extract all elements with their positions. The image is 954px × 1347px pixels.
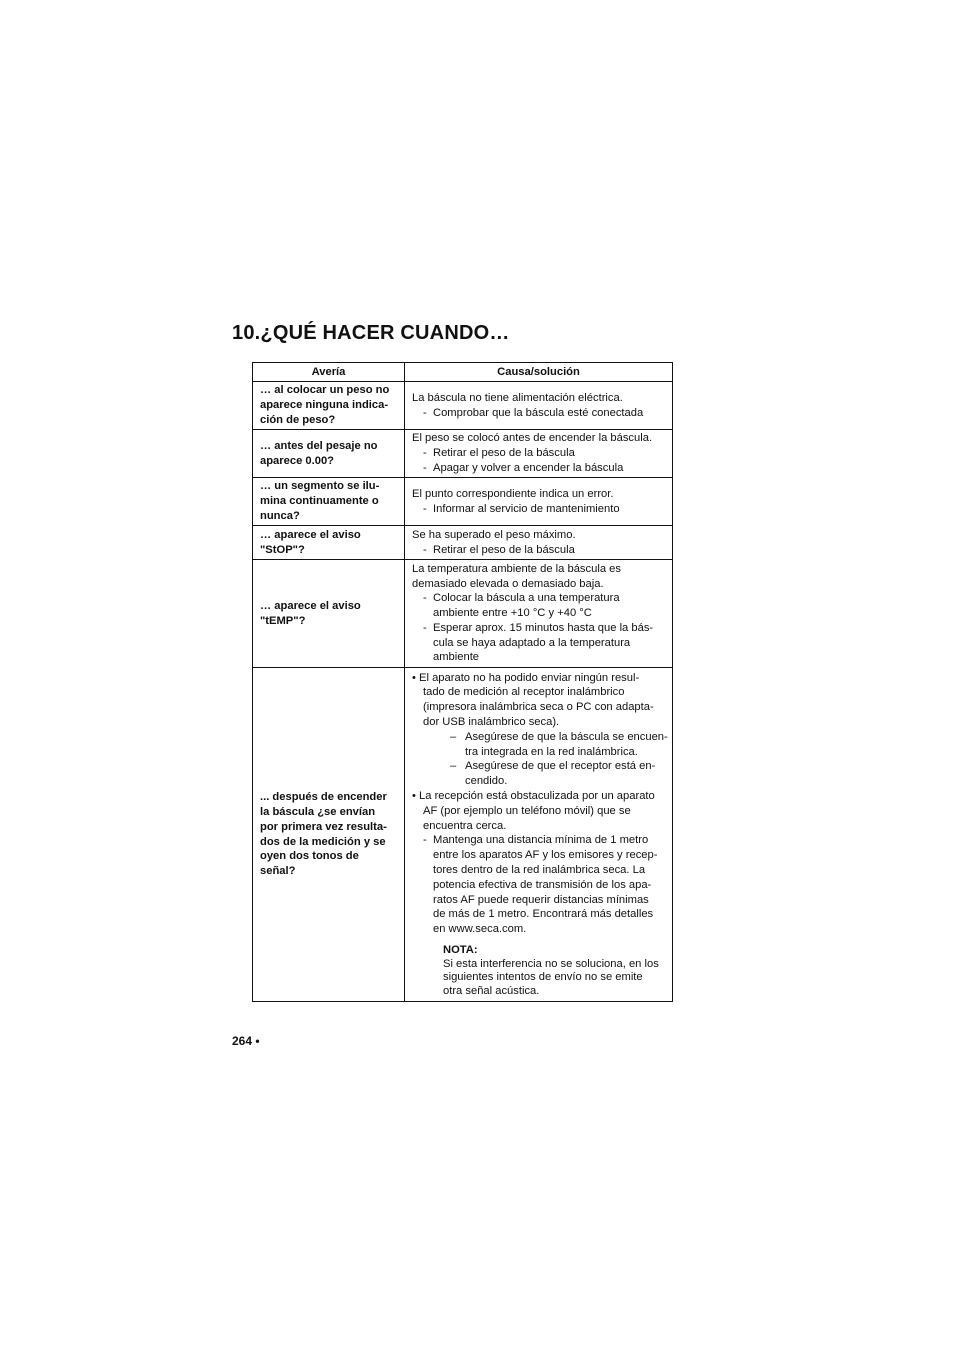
problem-line: por primera vez resulta- <box>260 820 387 833</box>
solution-step-continued <box>412 863 670 878</box>
problem-line: nunca? <box>260 509 300 522</box>
bullet-item-continued <box>412 819 670 834</box>
dash-marker: - <box>423 406 427 419</box>
problem-line: aparece ninguna indica- <box>260 399 389 412</box>
bullet-item <box>412 789 670 804</box>
note-line: otra señal acústica. <box>443 984 540 997</box>
problem-cell <box>253 560 405 668</box>
step-text: Retirar el peso de la báscula <box>433 447 575 460</box>
column-header-causa-solucion: Causa/solución <box>405 363 673 382</box>
problem-line: ción de peso? <box>260 413 336 426</box>
sub-step-continued <box>412 774 670 789</box>
problem-line: aparece 0.00? <box>260 454 335 467</box>
column-header-averia: Avería <box>253 363 405 382</box>
solution-step-continued <box>412 878 670 893</box>
problem-line: … aparece el aviso <box>260 599 361 612</box>
step-text: potencia efectiva de transmisión de los apa- <box>433 878 652 891</box>
dash-marker: - <box>423 834 427 847</box>
cause-text: El punto correspondiente indica un error. <box>412 487 614 500</box>
cause-text: La báscula no tiene alimentación eléctrica. <box>412 391 623 404</box>
table-row <box>253 560 673 668</box>
sub-step-text: tra integrada en la red inalámbrica. <box>465 745 638 758</box>
step-text: Apagar y volver a encender la báscula <box>433 461 624 474</box>
sub-step-text: Asegúrese de que el receptor está en- <box>465 760 656 773</box>
step-text: Colocar la báscula a una temperatura <box>433 592 620 605</box>
bullet-marker: • <box>412 671 420 684</box>
bullet-text: (impresora inalámbrica seca o PC con adapta- <box>423 701 654 714</box>
problem-cell <box>253 478 405 526</box>
cause-line <box>412 391 670 406</box>
dash-marker: - <box>423 461 427 474</box>
step-text: entre los aparatos AF y los emisores y recep- <box>433 849 658 862</box>
dash-marker: - <box>423 447 427 460</box>
table-header-row <box>253 363 673 382</box>
problem-line: ... después de encender <box>260 791 387 804</box>
problem-line: … antes del pesaje no <box>260 439 378 452</box>
solution-step-continued <box>412 848 670 863</box>
cause-text: La temperatura ambiente de la báscula es <box>412 562 621 575</box>
bullet-text: AF (por ejemplo un teléfono móvil) que se <box>423 804 631 817</box>
problem-line: oyen dos tonos de <box>260 850 359 863</box>
cause-text: Se ha superado el peso máximo. <box>412 528 576 541</box>
cause-line <box>412 562 670 577</box>
note-text <box>412 958 670 972</box>
page-number: 264 • <box>232 1034 260 1048</box>
bullet-text: dor USB inalámbrico seca). <box>423 716 560 729</box>
step-text: Mantenga una distancia mínima de 1 metro <box>433 834 649 847</box>
sub-step-text: cendido. <box>465 775 508 788</box>
solution-step <box>412 591 670 606</box>
problem-line: "tEMP"? <box>260 614 306 627</box>
bullet-marker: • <box>412 790 420 803</box>
step-text: Informar al servicio de mantenimiento <box>433 502 620 515</box>
solution-step-continued <box>412 893 670 908</box>
step-text: de más de 1 metro. Encontrará más detalles <box>433 908 654 921</box>
note-text <box>412 985 670 999</box>
solution-step-continued <box>412 907 670 922</box>
solution-cell <box>405 526 673 560</box>
bullet-item-continued <box>412 804 670 819</box>
problem-line: mina continuamente o <box>260 495 379 508</box>
cause-text: demasiado elevada o demasiado baja. <box>412 577 604 590</box>
solution-cell <box>405 668 673 1002</box>
solution-step <box>412 406 670 421</box>
solution-step <box>412 502 670 517</box>
table-row <box>253 668 673 1002</box>
cause-line <box>412 431 670 446</box>
cause-line <box>412 577 670 592</box>
sub-step-text: Asegúrese de que la báscula se encuen- <box>465 730 668 743</box>
dash-marker: – <box>450 760 457 773</box>
note-label: NOTA: <box>443 944 478 957</box>
sub-step-continued <box>412 745 670 760</box>
solution-step-continued <box>412 606 670 621</box>
bullet-text: tado de medición al receptor inalámbrico <box>423 686 625 699</box>
bullet-item-continued <box>412 715 670 730</box>
sub-step <box>412 730 670 745</box>
cause-line <box>412 487 670 502</box>
step-text: tores dentro de la red inalámbrica seca. La <box>433 864 646 877</box>
solution-cell <box>405 478 673 526</box>
problem-line: la báscula ¿se envían <box>260 805 376 818</box>
solution-step-continued <box>412 922 670 937</box>
note-line: Si esta interferencia no se soluciona, en los <box>443 957 659 970</box>
step-text: Comprobar que la báscula esté conectada <box>433 406 644 419</box>
solution-step <box>412 833 670 848</box>
problem-cell <box>253 668 405 1002</box>
dash-marker: - <box>423 592 427 605</box>
problem-line: … al colocar un peso no <box>260 384 390 397</box>
solution-cell <box>405 430 673 478</box>
troubleshooting-table <box>252 362 673 1002</box>
step-text: ambiente entre +10 °C y +40 °C <box>433 607 592 620</box>
dash-marker: - <box>423 502 427 515</box>
note-text <box>412 971 670 985</box>
dash-marker: - <box>423 621 427 634</box>
solution-step <box>412 543 670 558</box>
note-line: siguientes intentos de envío no se emite <box>443 971 643 984</box>
bullet-item <box>412 671 670 686</box>
solution-cell <box>405 560 673 668</box>
bullet-text: El aparato no ha podido enviar ningún resul- <box>419 671 640 684</box>
solution-step-continued <box>412 636 670 651</box>
page-title: 10.¿QUÉ HACER CUANDO… <box>232 322 510 344</box>
problem-line: … aparece el aviso <box>260 528 361 541</box>
bullet-text: La recepción está obstaculizada por un aparato <box>419 790 655 803</box>
solution-step <box>412 621 670 636</box>
note-heading <box>412 943 670 958</box>
step-text: ratos AF puede requerir distancias mínimas <box>433 893 649 906</box>
problem-cell <box>253 382 405 430</box>
table-row <box>253 430 673 478</box>
solution-step <box>412 461 670 476</box>
step-text: Esperar aprox. 15 minutos hasta que la bás- <box>433 621 654 634</box>
solution-step <box>412 446 670 461</box>
table-row <box>253 478 673 526</box>
table-row <box>253 526 673 560</box>
sub-step <box>412 759 670 774</box>
problem-cell <box>253 526 405 560</box>
step-text: cula se haya adaptado a la temperatura <box>433 636 631 649</box>
dash-marker: – <box>450 730 457 743</box>
step-text: en www.seca.com. <box>433 923 527 936</box>
step-text: Retirar el peso de la báscula <box>433 543 575 556</box>
cause-text: El peso se colocó antes de encender la báscula. <box>412 432 653 445</box>
bullet-text: encuentra cerca. <box>423 819 507 832</box>
table-row <box>253 382 673 430</box>
solution-cell <box>405 382 673 430</box>
problem-line: señal? <box>260 865 296 878</box>
step-text: ambiente <box>433 651 480 664</box>
problem-cell <box>253 430 405 478</box>
solution-step-continued <box>412 650 670 665</box>
problem-line: … un segmento se ilu- <box>260 480 380 493</box>
problem-line: "StOP"? <box>260 543 305 556</box>
bullet-item-continued <box>412 700 670 715</box>
bullet-item-continued <box>412 685 670 700</box>
problem-line: dos de la medición y se <box>260 835 386 848</box>
dash-marker: - <box>423 543 427 556</box>
cause-line <box>412 528 670 543</box>
